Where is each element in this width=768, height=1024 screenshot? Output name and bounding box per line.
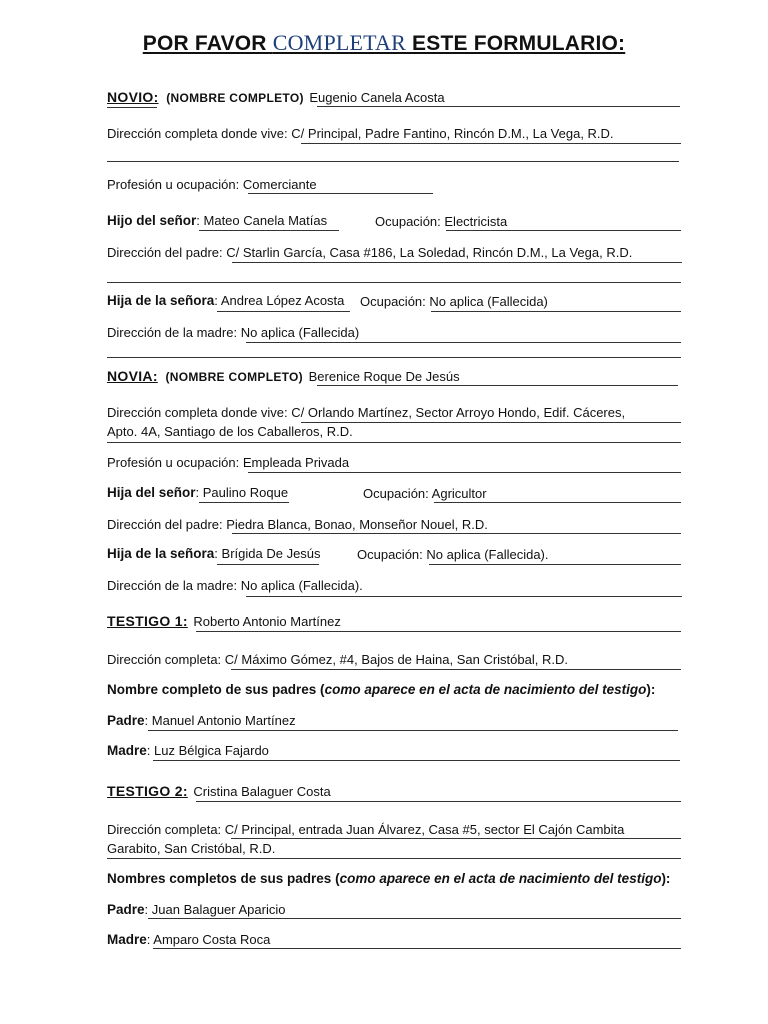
testigo1-madre-label: Madre [107,743,147,758]
novia-dir-line[interactable] [301,422,681,423]
novia-dir-label: Dirección completa donde vive: [107,405,288,420]
novio-madre-ocup-row [360,294,548,309]
novia-nombre-line[interactable] [317,385,678,386]
page-title [0,30,768,56]
novia-madre-dir-label: Dirección de la madre: [107,578,238,593]
testigo1-nombre-line[interactable] [196,631,681,632]
novia-madre-dir-line[interactable] [246,596,682,597]
novio-padre-ocup-row [375,214,507,229]
novio-dir-line-2[interactable] [107,161,679,162]
testigo1-madre-line[interactable] [153,760,680,761]
testigo2-dir-label: Dirección completa: [107,822,222,837]
testigo2-padres-pre: Nombres completos de sus padres ( [107,871,340,886]
novia-dir-line-2[interactable] [107,442,681,443]
testigo1-dir-label: Dirección completa: [107,652,222,667]
novio-dir-label: Dirección completa donde vive: [107,126,288,141]
testigo2-padre-row: Padre: Juan Balaguer Aparicio [107,902,286,917]
novio-madre-label: Hija de la señora [107,293,215,308]
testigo1-padres-post: ): [646,682,656,697]
novia-padre-value: Paulino Roque [202,485,289,500]
novia-padre-row: Hija del señor: Paulino Roque [107,485,289,500]
novia-padre-ocup-label: Ocupación: [363,486,429,501]
novio-padre-dir-line[interactable] [232,262,682,263]
novio-dir-row [107,126,614,141]
testigo2-header: TESTIGO 2: [107,783,188,799]
novio-madre-value: Andrea López Acosta [220,293,345,308]
novia-dir-value-1: C/ Orlando Martínez, Sector Arroyo Hondo, Edif. Cáceres, [291,405,626,420]
novio-madre-ocup-line[interactable] [431,311,681,312]
testigo2-padres-post: ): [661,871,671,886]
testigo1-padre-line[interactable] [148,730,678,731]
novia-padre-ocup-row [363,486,487,501]
testigo1-dir-line[interactable] [231,669,681,670]
novio-prof-label: Profesión u ocupación: [107,177,240,192]
testigo2-padres-italic: como aparece en el acta de nacimiento del testigo [339,871,662,886]
novio-header-row [107,89,445,105]
novio-prof-row [107,177,317,192]
novio-dir-line[interactable] [301,143,681,144]
novio-header-rule [107,107,157,108]
novia-header-sub: (NOMBRE COMPLETO) [165,370,303,384]
novio-madre-ocup-label: Ocupación: [360,294,426,309]
novio-dir-value: C/ Principal, Padre Fantino, Rincón D.M., La Vega, R.D. [291,126,614,141]
title-highlight: COMPLETAR [272,30,406,55]
testigo2-madre-value: Amparo Costa Roca [153,932,271,947]
novia-header-row [107,368,460,384]
novio-prof-line[interactable] [248,193,433,194]
novio-madre-dir-label: Dirección de la madre: [107,325,238,340]
novia-prof-row [107,455,349,470]
testigo1-madre-row: Madre: Luz Bélgica Fajardo [107,743,269,758]
testigo2-padre-line[interactable] [148,918,681,919]
novio-padre-line[interactable] [199,230,339,231]
testigo1-padres-row [107,682,655,697]
testigo1-padre-row: Padre: Manuel Antonio Martínez [107,713,296,728]
novio-padre-dir-line-2[interactable] [107,282,681,283]
testigo1-nombre: Roberto Antonio Martínez [193,614,341,629]
title-pre: POR FAVOR [142,32,273,55]
novia-madre-ocup-line[interactable] [429,564,681,565]
novio-padre-label: Hijo del señor [107,213,197,228]
novia-header: NOVIA: [107,368,158,384]
testigo2-madre-line[interactable] [153,948,681,949]
testigo2-padre-value: Juan Balaguer Aparicio [151,902,286,917]
novio-nombre-line[interactable] [317,106,680,107]
novio-madre-dir-line[interactable] [246,342,681,343]
novia-padre-label: Hija del señor [107,485,196,500]
novio-madre-row: Hija de la señora: Andrea López Acosta [107,293,345,308]
novia-padre-dir-row [107,517,488,532]
novia-madre-value: Brígida De Jesús [221,546,321,561]
testigo1-header: TESTIGO 1: [107,613,188,629]
testigo1-header-row [107,613,341,629]
novio-nombre: Eugenio Canela Acosta [309,90,445,105]
novia-padre-line[interactable] [199,502,289,503]
novia-madre-dir-value: No aplica (Fallecida). [240,578,363,593]
novia-prof-line[interactable] [248,472,681,473]
novia-madre-ocup-value: No aplica (Fallecida). [426,547,549,562]
novio-madre-dir-row [107,325,359,340]
novia-madre-line[interactable] [217,564,319,565]
testigo2-dir-line[interactable] [231,838,681,839]
testigo2-dir-line-2[interactable] [107,858,681,859]
novia-madre-label: Hija de la señora [107,546,215,561]
novia-prof-label: Profesión u ocupación: [107,455,240,470]
novia-dir-row [107,405,625,420]
testigo1-dir-row [107,652,568,667]
novia-padre-ocup-value: Agricultor [431,486,487,501]
novio-padre-dir-label: Dirección del padre: [107,245,223,260]
novio-padre-ocup-label: Ocupación: [375,214,441,229]
novia-padre-dir-value: Piedra Blanca, Bonao, Monseñor Nouel, R.D. [226,517,488,532]
novio-padre-dir-value: C/ Starlin García, Casa #186, La Soledad, Rincón D.M., La Vega, R.D. [226,245,633,260]
testigo1-padres-pre: Nombre completo de sus padres ( [107,682,325,697]
novia-prof-value: Empleada Privada [242,455,350,470]
testigo2-padre-label: Padre [107,902,145,917]
novio-padre-row: Hijo del señor: Mateo Canela Matías [107,213,328,228]
novia-padre-ocup-line[interactable] [434,502,681,503]
testigo1-padre-value: Manuel Antonio Martínez [151,713,296,728]
novia-madre-row: Hija de la señora: Brígida De Jesús [107,546,321,561]
novio-madre-ocup-value: No aplica (Fallecida) [429,294,548,309]
novio-madre-dir-line-2[interactable] [107,357,681,358]
novio-header-sub: (NOMBRE COMPLETO) [166,91,304,105]
testigo2-nombre: Cristina Balaguer Costa [193,784,331,799]
novia-padre-dir-label: Dirección del padre: [107,517,223,532]
testigo1-padre-label: Padre [107,713,145,728]
novio-prof-value: Comerciante [242,177,317,192]
testigo2-header-row [107,783,331,799]
novio-padre-ocup-value: Electricista [444,214,508,229]
novio-madre-line[interactable] [217,311,350,312]
novia-dir-value-2: Apto. 4A, Santiago de los Caballeros, R.D. [107,424,353,439]
testigo2-padres-row [107,871,670,886]
novia-madre-ocup-row [357,547,549,562]
testigo1-padres-italic: como aparece en el acta de nacimiento del testigo [324,682,647,697]
testigo2-nombre-line[interactable] [196,801,681,802]
novio-madre-dir-value: No aplica (Fallecida) [240,325,360,340]
novio-header: NOVIO: [107,89,159,105]
novia-nombre: Berenice Roque De Jesús [308,369,460,384]
novia-madre-ocup-label: Ocupación: [357,547,423,562]
novio-padre-ocup-line[interactable] [446,230,681,231]
testigo2-dir-value-1: C/ Principal, entrada Juan Álvarez, Casa #5, sector El Cajón Cambita [224,822,625,837]
testigo2-dir-row [107,822,624,837]
novio-padre-dir-row [107,245,632,260]
novia-madre-dir-row [107,578,363,593]
testigo1-dir-value: C/ Máximo Gómez, #4, Bajos de Haina, San Cristóbal, R.D. [224,652,568,667]
testigo2-dir-value-2: Garabito, San Cristóbal, R.D. [107,841,276,856]
novia-padre-dir-line[interactable] [232,533,681,534]
testigo1-madre-value: Luz Bélgica Fajardo [154,743,269,758]
testigo2-madre-row: Madre: Amparo Costa Roca [107,932,271,947]
testigo2-madre-label: Madre [107,932,147,947]
title-post: ESTE FORMULARIO: [406,32,626,55]
novio-padre-value: Mateo Canela Matías [203,213,328,228]
